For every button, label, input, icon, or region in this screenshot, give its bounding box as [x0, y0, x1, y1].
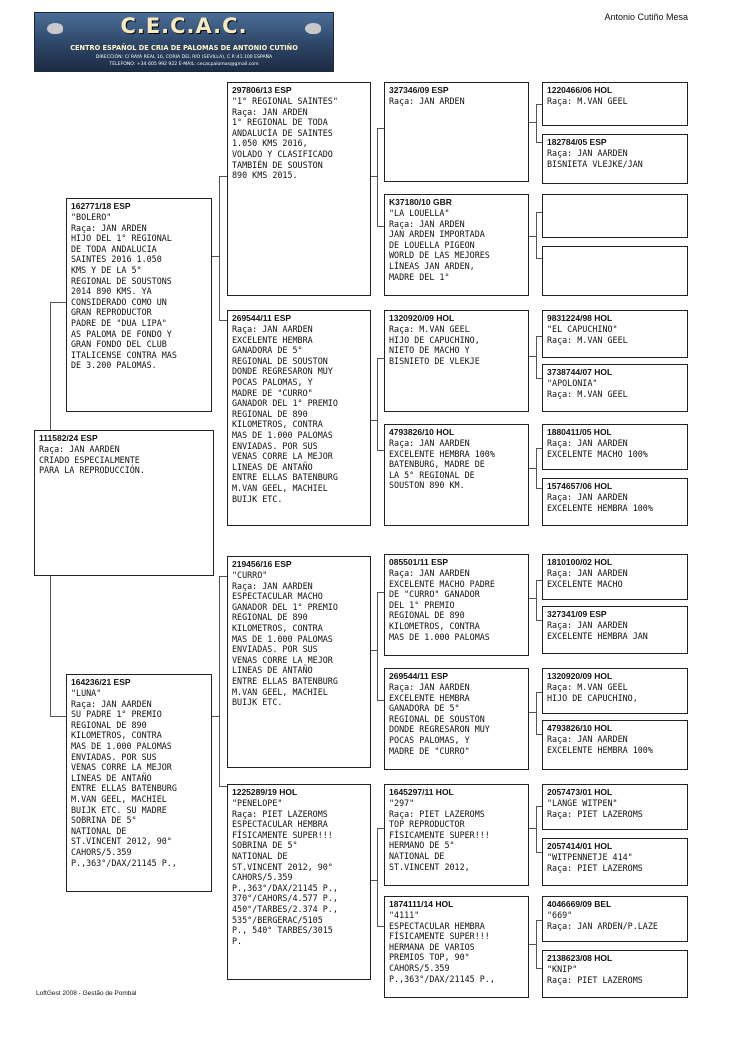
ring-number: 219456/16 ESP [232, 559, 292, 569]
connector [50, 576, 51, 716]
pigeon-description: Raça: JAN AARDEN EXCELENTE HEMBRA GANADORA DE 5° REGIONAL DE SOUSTON DONDE REGRESARON MUY POCAS PALOMAS, Y MADRE DE "CURRO" GANADOR DEL 1° PREMIO REGIONAL DE 890 KILOMETROS, CONTRA MAS DE 1.000 PALOMAS ENVIADAS. POR SUS VENAS CORRE LA MEJOR LINEAS DE ANTAÑO ENTRE ELLAS BATENBURG M.VAN GEEL, MACHIEL BUIJK ETC. [232, 324, 338, 504]
pigeon-card-g4-5[interactable] [542, 310, 688, 358]
connector [536, 806, 537, 852]
connector [529, 236, 536, 237]
connector [377, 226, 384, 227]
ring-number: 1880411/05 HOL [547, 427, 612, 437]
pigeon-card-g4-15[interactable] [542, 896, 688, 942]
pigeon-card-g4-6[interactable] [542, 364, 688, 412]
pigeon-card-g4-16[interactable] [542, 950, 688, 998]
pigeon-description: Raça: M.VAN GEEL HIJO DE CAPUCHINO, NIETO DE MACHO Y BISNIETO DE VLEKJE [389, 324, 480, 366]
pigeon-card-subject[interactable] [34, 430, 214, 576]
ring-number: 269544/11 ESP [389, 671, 449, 681]
pigeon-description: Raça: JAN AARDEN EXCELENTE MACHO [547, 568, 628, 589]
connector [377, 592, 384, 593]
ring-number: 4793826/10 HOL [389, 427, 455, 437]
connector [529, 712, 536, 713]
pigeon-description: Raça: M.VAN GEEL HIJO DE CAPUCHINO, [547, 682, 638, 703]
ring-number: 1320920/09 HOL [547, 671, 613, 681]
connector [377, 828, 378, 926]
connector [212, 716, 219, 717]
ring-number: 297806/13 ESP [232, 85, 292, 95]
connector [529, 944, 536, 945]
pigeon-description: "KNIP" Raça: PIET LAZEROMS [547, 964, 643, 985]
connector [377, 700, 384, 701]
connector [377, 358, 384, 359]
connector [529, 356, 536, 357]
pigeon-card-sds[interactable] [384, 310, 529, 412]
pigeon-card-ssd[interactable] [384, 194, 529, 296]
pigeon-card-g4-12[interactable] [542, 720, 688, 770]
pigeon-description: "297" Raça: PIET LAZEROMS TOP REPRODUCTOR FÍSICAMENTE SUPER!!! HERMANO DE 5° NATIONAL DE ST.VINCENT 2012, [389, 798, 490, 872]
pigeon-description: Raça: JAN AARDEN EXCELENTE HEMBRA 100% [547, 492, 653, 513]
connector [219, 576, 220, 786]
cecac-logo [34, 12, 334, 72]
ring-number: 4046669/09 BEL [547, 899, 612, 909]
pigeon-description: "EL CAPUCHINO" Raça: M.VAN GEEL [547, 324, 628, 345]
connector [219, 786, 227, 787]
ring-number: 3738744/07 HOL [547, 367, 613, 377]
pigeon-card-g4-2[interactable] [542, 134, 688, 184]
connector [219, 176, 220, 320]
connector [219, 320, 227, 321]
connector [50, 302, 66, 303]
ring-number: 085501/11 ESP [389, 557, 449, 567]
logo-contact: TELEFONO: +34 605 992 922 E-MAIL: cecacpalomas@gmail.com [109, 62, 259, 67]
logo-title: C.E.C.A.C. [120, 14, 248, 38]
connector [529, 598, 536, 599]
pigeon-card-g4-8[interactable] [542, 478, 688, 526]
pigeon-description: "1° REGIONAL SAINTES" Raça: JAN ARDEN 1° REGIONAL DE TODA ANDALUCÍA DE SAINTES 1.050 KMS 2016, VOLADO Y CLASIFICADO TAMBIÉN DE SOUSTON 890 KMS 2015. [232, 96, 338, 181]
ring-number: 9831224/98 HOL [547, 313, 613, 323]
ring-number: 269544/11 ESP [232, 313, 292, 323]
connector [371, 420, 377, 421]
pigeon-description: "BOLERO" Raça: JAN ARDEN HIJO DEL 1° REGIONAL DE TODA ANDALUCIA SAINTES 2016 1.050 KMS Y DE LA 5° REGIONAL DE SOUSTONS 2014 890 KMS. YA CONSIDERADO COMO UN GRAN REPRODUCTOR PADRE DE "DUA LIPA" AS PALOMA DE FONDO Y GRAN FONDO DEL CLUB ITALICENSE CONTRA MAS DE 3.200 PALOMAS. [71, 212, 177, 371]
ring-number: 1874111/14 HOL [389, 899, 454, 909]
pigeon-card-dss[interactable] [384, 554, 529, 656]
connector [529, 828, 536, 829]
pigeon-description: Raça: JAN AARDEN EXCELENTE HEMBRA 100% BATENBURG, MADRE DE LA 5° REGIONAL DE SOUSTON 890 KM. [389, 438, 495, 491]
pigeon-description: Raça: JAN AARDEN CRIADO ESPECIALMENTE PARA LA REPRODUCCIÓN. [39, 444, 145, 476]
connector [536, 336, 537, 378]
ring-number: 164236/21 ESP [71, 677, 131, 687]
ring-number: 327341/09 ESP [547, 609, 607, 619]
connector [371, 880, 377, 881]
ring-number: 2138623/08 HOL [547, 953, 613, 963]
pigeon-card-dam-dam[interactable] [227, 784, 371, 980]
pigeon-description: "CURRO" Raça: JAN AARDEN ESPECTACULAR MACHO GANADOR DEL 1° PREMIO REGIONAL DE 890 KILOMETROS, CONTRA MAS DE 1.000 PALOMAS ENVIADAS. POR SUS VENAS CORRE LA MEJOR LINEAS DE ANTAÑO ENTRE ELLAS BATENBURG M.VAN GEEL, MACHIEL BUIJK ETC. [232, 570, 338, 708]
pigeon-description: "669" Raça: JAN ARDEN/P.LAZE [547, 910, 658, 931]
connector [371, 650, 377, 651]
ring-number: 182784/05 ESP [547, 137, 607, 147]
connector [536, 692, 537, 734]
connector [377, 128, 384, 129]
connector [377, 358, 378, 450]
pigeon-description: "WITPENNETJE 414" Raça: PIET LAZEROMS [547, 852, 643, 873]
ring-number: 1574657/06 HOL [547, 481, 613, 491]
connector [371, 176, 377, 177]
pigeon-card-g4-4[interactable] [542, 246, 688, 296]
connector [377, 926, 384, 927]
connector [219, 176, 227, 177]
pigeon-card-sire-sire[interactable] [227, 82, 371, 296]
pigeon-description: "LA LOUELLA" Raça: JAN ARDEN JAN ARDEN IMPORTADA DE LOUELLA PIGEON WORLD DE LAS MEJORES LÍNEAS JAN ARDEN, MADRE DEL 1° [389, 208, 490, 282]
connector [529, 122, 536, 123]
connector [536, 212, 537, 258]
logo-address: DIRECCIÓN: C/ RAYA REAL 16, CORIA DEL RIO (SEVILLA), C.P.:41.100 ESPAÑA [95, 55, 273, 60]
connector [377, 128, 378, 226]
pigeon-card-sdd[interactable] [384, 424, 529, 526]
pigeon-card-dam[interactable] [66, 674, 212, 892]
pigeon-description: Raça: JAN AARDEN EXCELENTE HEMBRA 100% [547, 734, 653, 755]
pigeon-card-dam-sire[interactable] [227, 556, 371, 768]
pigeon-description: Raça: JAN AARDEN EXCELENTE MACHO PADRE DE "CURRO" GANADOR DEL 1° PREMIO REGIONAL DE 890 KILOMETROS, CONTRA MAS DE 1.000 PALOMAS [389, 568, 495, 642]
pigeon-card-g4-10[interactable] [542, 606, 688, 654]
pigeon-card-g4-1[interactable] [542, 82, 688, 126]
connector [536, 580, 537, 620]
software-footer: LoftGest 2008 - Gestão de Pombal [36, 990, 137, 997]
ring-number: 2057473/01 HOL [547, 787, 613, 797]
pigeon-card-g4-13[interactable] [542, 784, 688, 830]
pigeon-card-sire-dam[interactable] [227, 310, 371, 526]
pigeon-description: Raça: JAN AARDEN EXCELENTE MACHO 100% [547, 438, 648, 459]
connector [50, 716, 66, 717]
ring-number: 1225289/19 HOL [232, 787, 298, 797]
ring-number: 327346/09 ESP [389, 85, 449, 95]
pigeon-card-g4-11[interactable] [542, 668, 688, 714]
connector [536, 920, 537, 968]
ring-number: 1645297/11 HOL [389, 787, 454, 797]
ring-number: 2057414/01 HOL [547, 841, 613, 851]
connector [536, 448, 537, 488]
pigeon-description: Raça: JAN AARDEN EXCELENTE HEMBRA GANADORA DE 5° REGIONAL DE SOUSTON DONDE REGRESARON MUY POCAS PALOMAS, Y MADRE DE "CURRO" [389, 682, 490, 756]
owner-name: Antonio Cutiño Mesa [604, 12, 688, 22]
connector [50, 302, 51, 430]
pigeon-description: Raça: JAN ARDEN [389, 96, 465, 106]
logo-subtitle: CENTRO ESPAÑOL DE CRIA DE PALOMAS DE ANTONIO CUTIÑO [70, 44, 298, 52]
connector [529, 468, 536, 469]
pigeon-card-ddd[interactable] [384, 896, 529, 998]
ring-number: 1320920/09 HOL [389, 313, 455, 323]
pigeon-description: "LANGE WITPEN" Raça: PIET LAZEROMS [547, 798, 643, 819]
ring-number: 1220466/06 HOL [547, 85, 613, 95]
pigeon-card-sss[interactable] [384, 82, 529, 182]
pigeon-card-dsd[interactable] [384, 668, 529, 770]
pigeon-card-sire[interactable] [66, 198, 212, 412]
ring-number: 162771/18 ESP [71, 201, 131, 211]
connector [377, 828, 384, 829]
pigeon-description: "PENELOPE" Raça: PIET LAZEROMS ESPECTACULAR HEMBRA FÍSICAMENTE SUPER!!! SOBRINA DE 5° NATIONAL DE ST.VINCENT 2012, 90° CAHORS/5.359 P.,363°/DAX/21145 P., 370°/CAHORS/4.577 P., 450°/TARBES/2.374 P., 535°/BERGERAC/5105 P., 540° TARBES/3015 P. [232, 798, 338, 946]
pigeon-description: Raça: M.VAN GEEL [547, 96, 628, 106]
pigeon-description: Raça: JAN AARDEN BISNIETA VLEJKE/JAN [547, 148, 643, 169]
connector [212, 256, 219, 257]
pigeon-description: "APOLONIA" Raça: M.VAN GEEL [547, 378, 628, 399]
pigeon-card-g4-3[interactable] [542, 194, 688, 238]
ring-number: 111582/24 ESP [39, 433, 98, 443]
connector [219, 576, 227, 577]
pigeon-card-g4-9[interactable] [542, 554, 688, 600]
pigeon-card-g4-14[interactable] [542, 838, 688, 886]
pigeon-description: Raça: JAN AARDEN EXCELENTE HEMBRA JAN [547, 620, 648, 641]
pigeon-card-dds[interactable] [384, 784, 529, 886]
pigeon-description: "LUNA" Raça: JAN AARDEN SU PADRE 1° PREMIO REGIONAL DE 890 KILOMETROS, CONTRA MAS DE 1.000 PALOMAS ENVIADAS. POR SUS VENAS CORRE LA MEJOR LINEAS DE ANTAÑO ENTRE ELLAS BATENBURG M.VAN GEEL, MACHIEL BUIJK ETC. SU MADRE SOBRINA DE 5° NATIONAL DE ST.VINCENT 2012, 90° CAHORS/5.359 P.,363°/DAX/21145 P., [71, 688, 177, 868]
ring-number: K37180/10 GBR [389, 197, 452, 207]
connector [377, 450, 384, 451]
ring-number: 4793826/10 HOL [547, 723, 613, 733]
pigeon-description: "4111" ESPECTACULAR HEMBRA FÍSICAMENTE SUPER!!! HERMANA DE VARIOS PREMIOS TOP, 90° CAHORS/5.359 P.,363°/DAX/21145 P., [389, 910, 495, 984]
connector [377, 592, 378, 700]
connector [536, 104, 537, 142]
ring-number: 1810100/02 HOL [547, 557, 613, 567]
pigeon-card-g4-7[interactable] [542, 424, 688, 470]
